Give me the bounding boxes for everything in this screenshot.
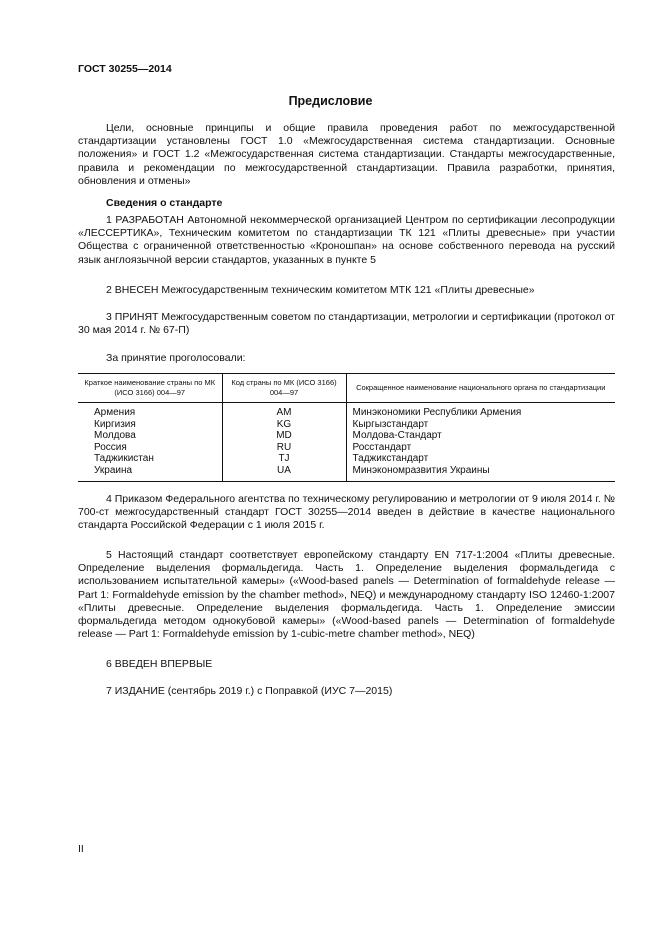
country-code: TJ [222,453,346,465]
table-row [78,430,615,442]
country-code: MD [222,430,346,442]
standards-body: Минэкономразвития Украины [346,465,615,481]
header-country-code: Код страны по МК (ИСО 3166) 004—97 [222,374,346,403]
page-number: II [78,843,84,855]
item-4-order: 4 Приказом Федерального агентства по техническому регулированию и метрологии от 9 июля 2014 г. № 700-ст межгосударственный стандарт ГОСТ 30255—2014 введен в действие в качестве национального стандарта Российской Федерации с 1 июля 2015 г. [78,493,615,532]
item-1-developed: 1 РАЗРАБОТАН Автономной некоммерческой организацией Центром по сертификации лесопродукции «ЛЕССЕРТИКА», Техническим комитетом по стандартизации ТК 121 «Плиты древесные» при участии Общества с ограниченной ответственностью «Кроношпан» на основе собственного перевода на русский язык англоязычной версии стандартов, указанных в пункте 5 [78,214,615,266]
standard-code-header: ГОСТ 30255—2014 [78,63,172,75]
country-name: Киргизия [94,418,136,430]
country-name: Украина [78,465,222,481]
country-code: UA [222,465,346,481]
item-5-correspondence: 5 Настоящий стандарт соответствует европейскому стандарту EN 717-1:2004 «Плиты древесные. Определение выделения формальдегида. Часть 1. Определение выделения формальдегида с использованием испытательной камеры» («Wood-based panels — Determination of formaldehyde release — Part 1: Formaldehyde emission by the chamber method», NEQ) и международному стандарту ISO 12460-1:2007 «Плиты древесные. Определение выделения формальдегида. Часть 1. Определение эмиссии формальдегида методом однокубовой камеры» («Wood-based panels — Determination of formaldehyde release — Part 1: Formaldehyde emission by 1-cubic-metre chamber method», NEQ) [78,549,615,641]
item-3-adopted: 3 ПРИНЯТ Межгосударственным советом по стандартизации, метрологии и сертификации (протокол от 30 мая 2014 г. № 67-П) [78,311,615,337]
voting-table [78,373,615,482]
table-header-row [78,374,615,403]
standards-body: Кыргызстандарт [346,419,615,431]
item-2-submitted: 2 ВНЕСЕН Межгосударственным техническим комитетом МТК 121 «Плиты древесные» [106,284,535,296]
country-name: Молдова [94,430,136,442]
table-row [78,419,615,431]
country-code: KG [222,419,346,431]
country-code: AM [222,403,346,419]
standards-body: Молдова-Стандарт [346,430,615,442]
standards-body: Росстандарт [346,442,615,454]
table-row [78,403,615,419]
table-row [78,465,615,481]
voted-label: За принятие проголосовали: [106,352,246,364]
country-code: RU [222,442,346,454]
standards-body: Минэкономики Республики Армения [346,403,615,419]
header-standards-body: Сокращенное наименование национального органа по стандартизации [346,374,615,403]
header-country-name: Краткое наименование страны по МК (ИСО 3166) 004—97 [78,374,222,403]
intro-paragraph: Цели, основные принципы и общие правила проведения работ по межгосударственной стандартизации установлены ГОСТ 1.0 «Межгосударственная система стандартизации. Основные положения» и ГОСТ 1.2 «Межгосударственная система стандартизации. Стандарты межгосударственные, правила и рекомендации по межгосударственной стандартизации. Правила разработки, принятия, обновления и отмены» [78,122,615,187]
item-6-introduced: 6 ВВЕДЕН ВПЕРВЫЕ [106,658,213,670]
item-7-edition: 7 ИЗДАНИЕ (сентябрь 2019 г.) с Поправкой (ИУС 7—2015) [106,685,393,697]
standards-body: Таджикстандарт [346,453,615,465]
country-name: Таджикистан [94,453,154,465]
table-row [78,442,615,454]
page-title: Предисловие [288,94,373,108]
country-name: Россия [94,441,127,453]
section-subtitle: Сведения о стандарте [106,197,223,209]
table-row [78,453,615,465]
country-name: Армения [94,407,136,418]
